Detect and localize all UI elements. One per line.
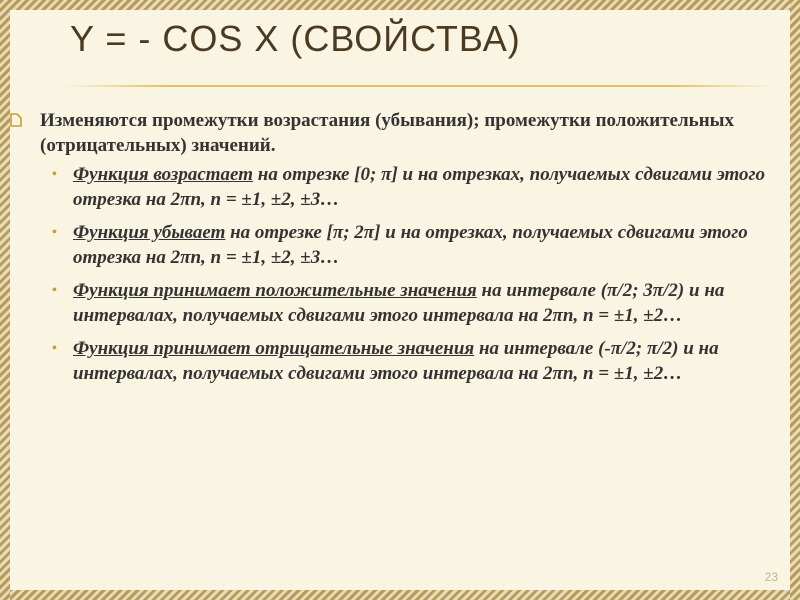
dot-bullet-icon: • bbox=[52, 225, 57, 240]
item-text: на интервале (-π/2; π/2) и на интервалах, получаемых сдвигами этого интервала на 2πn, n = ±1, ±2… bbox=[73, 338, 719, 384]
dot-bullet-icon: • bbox=[52, 167, 57, 182]
item-term: Функция убывает bbox=[73, 222, 226, 243]
slide-content bbox=[10, 108, 780, 394]
item-term: Функция принимает положительные значения bbox=[73, 280, 477, 301]
main-paragraph-text: Изменяются промежутки возрастания (убывания); промежутки положительных (отрицательных) значений. bbox=[40, 110, 734, 156]
item-text: на отрезке [0; π] и на отрезках, получаемых сдвигами этого отрезка на 2πn, n = ±1, ±2, ±3… bbox=[73, 164, 766, 210]
frame-bottom bbox=[0, 590, 800, 600]
item-text: на отрезке [π; 2π] и на отрезках, получаемых сдвигами этого отрезка на 2πn, n = ±1, ±2, ±3… bbox=[73, 222, 748, 268]
hollow-square-bullet-icon bbox=[10, 112, 22, 128]
slide-title: Y = - COS X (СВОЙСТВА) bbox=[70, 18, 521, 59]
dot-bullet-icon: • bbox=[52, 283, 57, 298]
frame-top bbox=[0, 0, 800, 10]
list-item bbox=[10, 162, 780, 212]
item-text: на интервале (π/2; 3π/2) и на интервалах, получаемых сдвигами этого интервала на 2πn, n = ±1, ±2… bbox=[73, 280, 725, 326]
page-number: 23 bbox=[764, 570, 778, 584]
list-item bbox=[10, 278, 780, 328]
title-divider bbox=[62, 85, 774, 87]
main-paragraph bbox=[10, 108, 780, 158]
list-item bbox=[10, 220, 780, 270]
list-item bbox=[10, 336, 780, 386]
frame-right bbox=[790, 0, 800, 600]
item-term: Функция принимает отрицательные значения bbox=[73, 338, 475, 359]
property-list bbox=[10, 162, 780, 386]
item-term: Функция возрастает bbox=[73, 164, 254, 185]
frame-left bbox=[0, 0, 10, 600]
dot-bullet-icon: • bbox=[52, 341, 57, 356]
